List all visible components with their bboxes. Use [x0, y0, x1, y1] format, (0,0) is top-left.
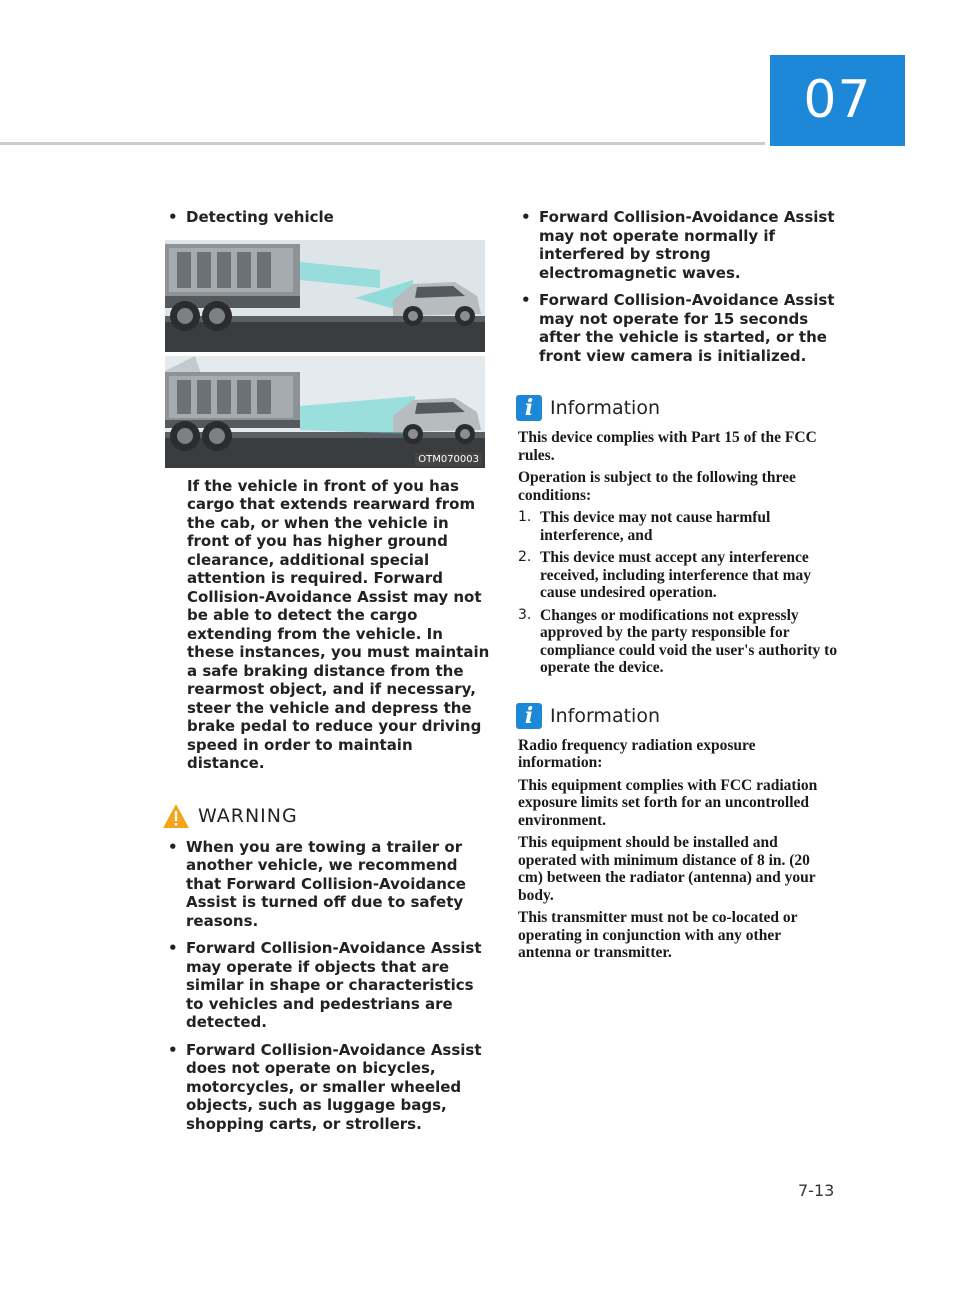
condition-number: 3.	[518, 606, 532, 623]
right-bullet-item: • Forward Collision-Avoidance Assist may not operate normally if interfered by strong electromagnetic waves.	[518, 208, 838, 282]
truck-car-illustration-1	[165, 240, 485, 352]
info-icon: i	[516, 395, 542, 421]
condition-item	[518, 509, 838, 544]
information-body-radiation	[518, 737, 838, 962]
info-paragraph: Radio frequency radiation exposure information:	[518, 736, 756, 771]
warning-item: • Forward Collision-Avoidance Assist may operate if objects that are similar in shape or characteristics to vehicles and pedestrians are detected.	[165, 939, 490, 1032]
information-header	[516, 703, 838, 729]
truck-car-illustration-2	[165, 356, 485, 468]
condition-text: This device must accept any interference received, including interference that may cause undesired operation.	[540, 549, 812, 601]
information-header	[516, 395, 838, 421]
condition-text: This device may not cause harmful interference, and	[540, 509, 771, 544]
chapter-tab: 07	[770, 55, 905, 146]
condition-item	[518, 549, 838, 602]
warning-icon	[162, 803, 190, 829]
info-paragraph: This transmitter must not be co-located or operating in conjunction with any other antenna or transmitter.	[518, 909, 798, 961]
condition-text: Changes or modifications not expressly approved by the party responsible for compliance could void the user's authority to operate the device.	[540, 606, 838, 676]
information-title: Information	[550, 704, 660, 727]
figure-truck-high-clearance	[165, 356, 485, 468]
right-bullet-item: • Forward Collision-Avoidance Assist may not operate for 15 seconds after the vehicle is started, or the front view camera is initialized.	[518, 291, 838, 365]
figure-code: OTM070003	[415, 453, 482, 466]
warning-list	[165, 838, 490, 1134]
detecting-vehicle-heading: • Detecting vehicle	[165, 208, 490, 227]
warning-title: WARNING	[198, 804, 298, 827]
right-column	[518, 208, 838, 967]
info-paragraph: Operation is subject to the following three conditions:	[518, 469, 796, 504]
warning-item: • When you are towing a trailer or another vehicle, we recommend that Forward Collision-Avoidance Assist is turned off due to safety reasons.	[165, 838, 490, 931]
info-icon: i	[516, 703, 542, 729]
warning-item: • Forward Collision-Avoidance Assist does not operate on bicycles, motorcycles, or smaller wheeled objects, such as luggage bags, shopping carts, or strollers.	[165, 1041, 490, 1134]
left-column	[165, 208, 490, 1133]
info-paragraph: This device complies with Part 15 of the FCC rules.	[518, 429, 817, 464]
figure-group	[165, 240, 490, 468]
detecting-vehicle-paragraph: If the vehicle in front of you has cargo that extends rearward from the cab, or when the vehicle in front of you has higher ground clearance, additional special attention is required. Forward Collision-Avoidance Assist may not be able to detect the cargo extending from the vehicle. In these instances, you must maintain a safe braking distance from the rearmost object, and if necessary, steer the vehicle and depress the brake pedal to reduce your driving speed in order to maintain distance.	[187, 476, 490, 772]
condition-item	[518, 607, 838, 677]
page-number: 7-13	[798, 1181, 835, 1200]
header-rule	[0, 142, 765, 145]
info-paragraph: This equipment should be installed and operated with minimum distance of 8 in. (20 cm) between the radiator (antenna) and your body.	[518, 834, 816, 904]
condition-number: 2.	[518, 549, 532, 565]
information-title: Information	[550, 397, 660, 419]
warning-header	[162, 803, 490, 829]
figure-truck-high-cargo	[165, 240, 485, 352]
information-body-fcc	[518, 429, 838, 677]
condition-number: 1.	[518, 509, 532, 525]
info-paragraph: This equipment complies with FCC radiation exposure limits set forth for an uncontrolled environment.	[518, 776, 818, 829]
